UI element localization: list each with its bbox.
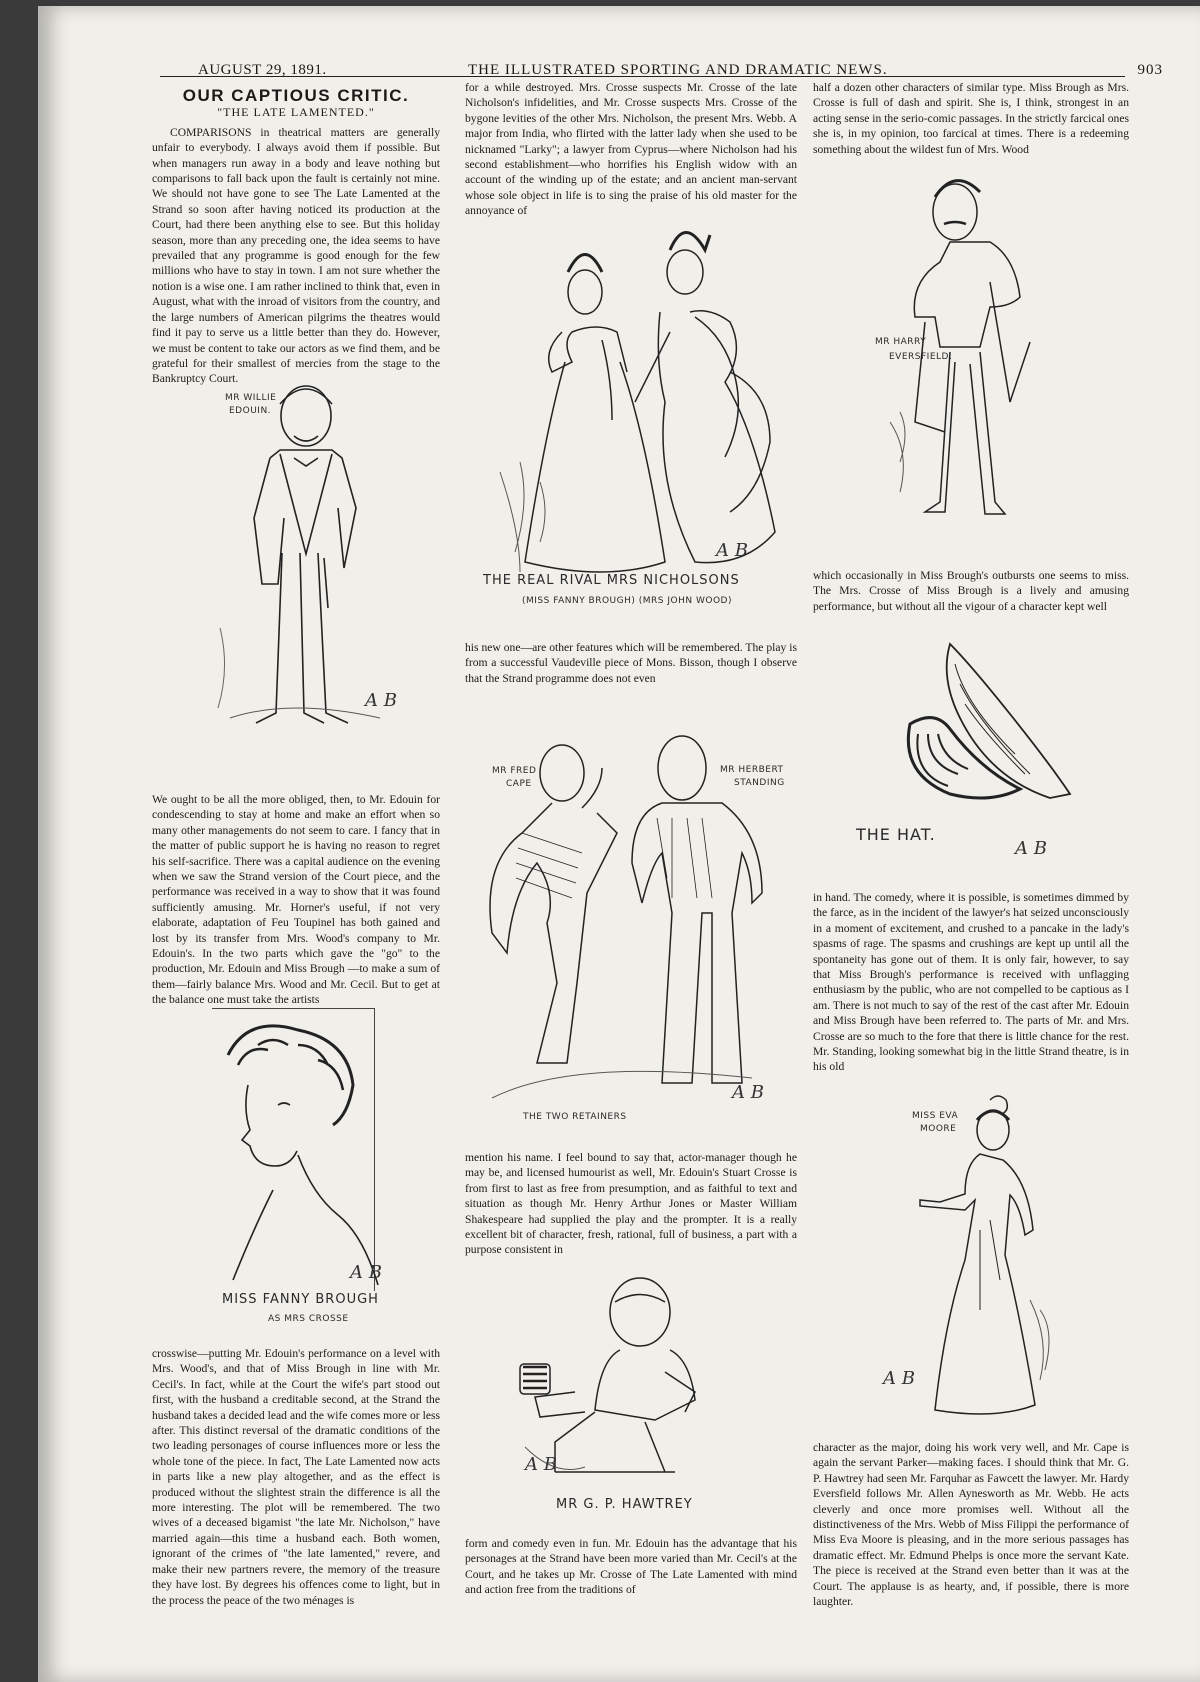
rivals-caption: THE REAL RIVAL MRS NICHOLSONS (483, 573, 740, 588)
paragraph: his new one—are other features which will be remembered. The play is from a successful Vaudeville piece of Mons. Bisson, though I observe that the Strand programme does not even (465, 641, 797, 685)
paragraph: mention his name. I feel bound to say that, actor-manager though he may be, and licensed humourist as well, Mr. Edouin's Stuart Crosse is from first to last as free from presumption, and as faithful to text and situation as though Mr. Henry Arthur Jones or Master William Shakespeare had supplied the play and the prompter. It is a really excellent bit of character, fresh, rational, full of business, a part with a purpose consistent in (465, 1151, 797, 1257)
column-2-bottom (465, 1536, 797, 1598)
artist-signature: A B (350, 1262, 382, 1283)
header-date: AUGUST 29, 1891. (198, 62, 327, 78)
paragraph: COMPARISONS in theatrical matters are generally unfair to everybody. I always avoid them if possible. But when managers run away in a body and leave nothing but comparisons to fall back upon the fault is certainly not mine. We should not have gone to see The Late Lamented at the Strand so soon after having noticed its production at the Court, had there been anything else to see. But this holiday season, more than any preceding one, the idea seems to have prevailed that any programme is good enough for the few millions who have to stay in town. I am not sure whether the notion is a wise one. I am rather inclined to think that, even in August, what with the inroad of visitors from the country, and the large numbers of American pilgrims the theatres would find it pay to serve us a little better than they do. However, we must be content to take our actors as we find them, and be grateful for their smallest of mercies from the stage to the Bankruptcy Court. (152, 125, 440, 386)
figure-edouin-illustration (210, 378, 390, 763)
paragraph: which occasionally in Miss Brough's outbursts one seems to miss. The Mrs. Crosse of Miss Brough is a lively and amusing performance, but without all the vigour of a character kept well (813, 569, 1129, 613)
paragraph: half a dozen other characters of similar type. Miss Brough as Mrs. Crosse is full of dash and spirit. She is, I think, strongest in an acting sense in the serio-comic passages. In the strictly farcical ones she is, in my opinion, too farcical at times. There is a redeeming something about the wildest fun of Mrs. Wood (813, 81, 1129, 156)
artist-signature: A B (525, 1454, 557, 1475)
caption-line: MR HARRY (875, 337, 927, 347)
artist-signature: A B (1015, 838, 1047, 859)
rivals-illustration (490, 222, 790, 572)
paragraph: for a while destroyed. Mrs. Crosse suspects Mr. Crosse of the late Nicholson's infidelities, and Mr. Crosse suspects Mrs. Crosse of the bygone levities of the other Mrs. Nicholson, the present Mrs. Webb. A major from India, who flirted with the latter lady when she used to be nicknamed "Larky"; a lawyer from Cyprus—where Nicholson had his second establishment—who horrifies his English widow with an account of the winding up of the estate; and an ancient man-servant whose sole object in life is to sing the praise of his old master for the annoyance of (465, 81, 797, 218)
caption-line: CAPE (506, 779, 532, 789)
paragraph: form and comedy even in fun. Mr. Edouin has the advantage that his personages at the Strand have been more varied than Mr. Cecil's at the Court, and he takes up Mr. Crosse of The Late Lamented with mind and action free from the traditions of (465, 1537, 797, 1597)
caption-line: MR HERBERT (720, 765, 784, 775)
hawtrey-illustration (515, 1272, 725, 1482)
column-2-low (465, 1150, 797, 1258)
artist-signature: A B (883, 1368, 915, 1389)
header-title: THE ILLUSTRATED SPORTING AND DRAMATIC NEWS. (468, 62, 888, 78)
article-heading: OUR CAPTIOUS CRITIC. (182, 86, 410, 105)
two-retainers-caption: THE TWO RETAINERS (523, 1112, 627, 1122)
column-2-top (465, 80, 797, 219)
paragraph: We ought to be all the more obliged, then, to Mr. Edouin for condescending to stay at home and make an effort when so many other managements do not seem to care. I fancy that in the matter of public support he is having no reason to regret his self-sacrifice. There was a capital audience on the evening when we saw the Strand version of the Court piece, and the performance was received in a way to show that it was found sufficiently amusing. Mr. Horner's useful, if not very elaborate, adaptation of Feu Toupinel has both gained and lost by its transfer from Mrs. Wood's company to Mr. Edouin's. In the two parts which gave the "go" to the production, Mr. Edouin and Miss Brough —to make a sum of them—fairly balance Mrs. Wood and Mr. Cecil. But to get at the balance one must take the artists (152, 793, 440, 1007)
header-page-number: 903 (1137, 62, 1163, 78)
header-rule (160, 76, 1125, 77)
hat-caption: THE HAT. (856, 825, 936, 844)
artist-signature: A B (365, 690, 397, 711)
rivals-caption-names: (MISS FANNY BROUGH) (MRS JOHN WOOD) (522, 596, 732, 606)
article-subheading: "THE LATE LAMENTED." (217, 105, 375, 120)
caption-line: MR WILLIE (225, 393, 277, 403)
artist-signature: A B (732, 1082, 764, 1103)
caption-line: MISS EVA (912, 1111, 959, 1121)
hawtrey-caption: MR G. P. HAWTREY (556, 1497, 693, 1512)
brough-portrait (218, 1015, 378, 1290)
caption-line: MOORE (920, 1124, 957, 1134)
retainers-illustration (482, 718, 772, 1128)
column-3-bottom (813, 1440, 1129, 1609)
column-1-bottom (152, 1346, 440, 1608)
column-3-top (813, 80, 1129, 157)
column-1-middle (152, 792, 440, 1008)
caption-line: EVERSFIELD. (889, 352, 953, 362)
caption-line: STANDING (734, 778, 785, 788)
artist-signature: A B (716, 540, 748, 561)
caption-line: EDOUIN. (229, 406, 272, 416)
paragraph: in hand. The comedy, where it is possible, is sometimes dimmed by the farce, as in the incident of the lawyer's hat seized unconsciously in a moment of excitement, and crushed to a pancake in the lady's spasms of rage. The spasms and crushings are kept up until all the spontaneity has gone out of them. It is only fair, however, to say that Miss Brough's performance is received with unflagging enthusiasm by the public, who are not compelled to be captious as I am. There is not much to say of the rest of the cast after Mr. Edouin and Miss Brough have been referred to. The parts of Mr. and Mrs. Crosse are so much to the fore that there is little chance for the rest. Mr. Standing, looking somewhat big in the little Strand theatre, is in his old (813, 891, 1129, 1074)
column-3-middle (813, 568, 1129, 614)
brough-caption: MISS FANNY BROUGH (222, 1292, 379, 1307)
column-1-top (152, 84, 440, 387)
running-header (198, 58, 1163, 82)
column-2-middle (465, 640, 797, 686)
eversfield-illustration (880, 172, 1080, 542)
brough-caption-role: AS MRS CROSSE (268, 1314, 349, 1324)
paragraph: character as the major, doing his work very well, and Mr. Cape is again the servant Parker—making faces. I should think that Mr. G. P. Hawtrey had seen Mr. Farquhar as Fawcett the lawyer. Mr. Hardy Eversfield follows Mr. Allen Aynesworth as Mr. Webb. He acts cleverly and once more promises well. Without all the distinctiveness of the Mrs. Webb of Miss Filippi the performance of Miss Eva Moore is pleasing, and in the more serious passages has dramatic effect. Mr. Edmund Phelps is once more the servant Kate. The piece is received at the Strand even better than it was at the Court. The applause is as hearty, and, if possible, there is more laughter. (813, 1441, 1129, 1609)
paragraph: crosswise—putting Mr. Edouin's performance on a level with Mrs. Wood's, and that of Miss Brough in line with Mr. Cecil's. In fact, while at the Court the wife's part stood out first, with the husband a creditable second, at the Strand the husband takes a decided lead and the wife comes more or less after. This distinct reversal of the dramatic conditions of the two leading personages of course influences more or less the whole tone of the piece. In fact, The Late Lamented now acts in parts like a new play altogether, and as the effect is produced without the slightest strain the difference is all the more interesting. The plot will be remembered. The two wives of a deceased bigamist "the late Mr. Nicholson," have married again—this time a husband each. Both women, ignorant of the crimes of "the late lamented," revere, and make their new partners revere, the memory of the treasure they have lost. By degrees his offences come to light, but in the process the peace of the two ménages is (152, 1347, 440, 1607)
caption-line: MR FRED (492, 766, 537, 776)
column-3-low (813, 890, 1129, 1075)
hat-illustration (900, 634, 1080, 834)
